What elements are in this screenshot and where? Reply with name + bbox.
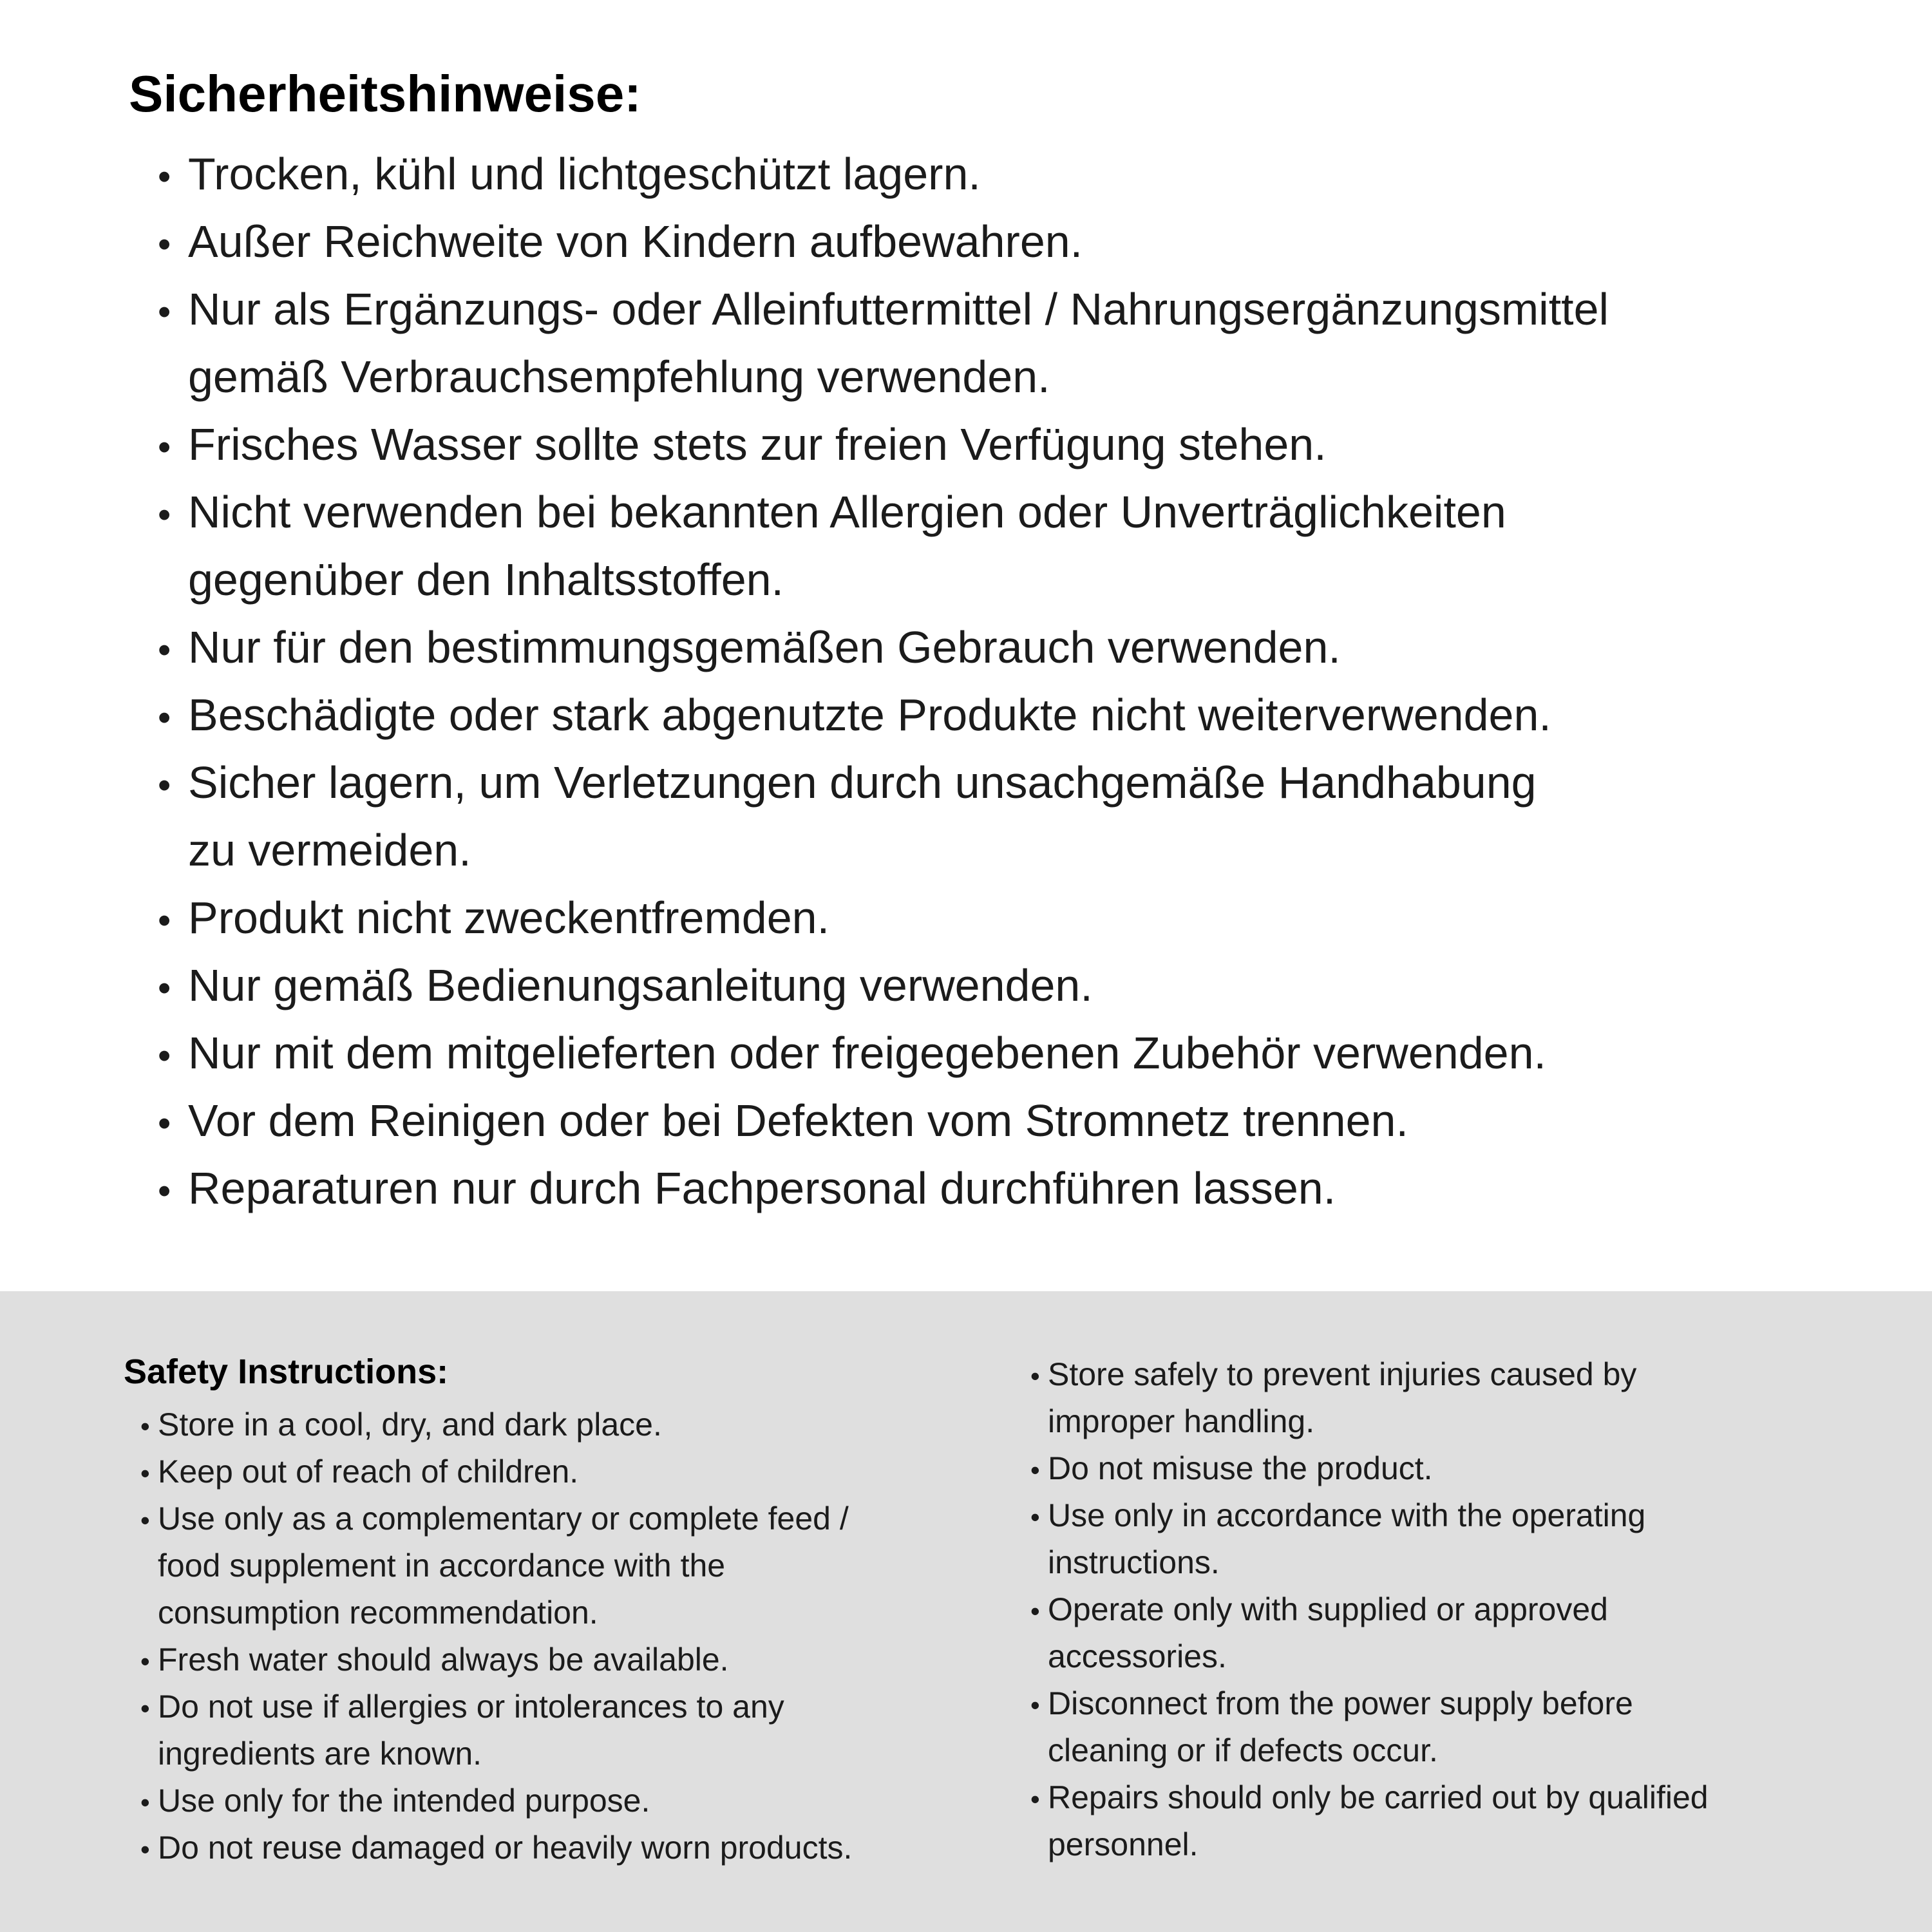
list-item-text: Operate only with supplied or approved xyxy=(1048,1591,1608,1627)
list-item-text: Trocken, kühl und lichtgeschützt lagern. xyxy=(188,149,981,199)
list-item-text: Use only as a complementary or complete feed / xyxy=(158,1501,849,1537)
list-item-text: Nur mit dem mitgelieferten oder freigegebenen Zubehör verwenden. xyxy=(188,1028,1546,1078)
list-item xyxy=(158,142,1609,209)
list-item xyxy=(1030,1493,1709,1540)
list-item xyxy=(1030,1352,1709,1399)
list-item-text: Nur gemäß Bedienungsanleitung verwenden. xyxy=(188,960,1093,1010)
list-item-continuation xyxy=(158,345,1609,412)
list-item-text: Do not misuse the product. xyxy=(1048,1450,1433,1486)
list-item-text: Keep out of reach of children. xyxy=(158,1454,579,1490)
list-item-text: Außer Reichweite von Kindern aufbewahren. xyxy=(188,216,1083,267)
english-safety-list-left-column xyxy=(140,1402,852,1872)
list-item xyxy=(158,1156,1609,1224)
list-item-text: Fresh water should always be available. xyxy=(158,1642,729,1678)
bullet-icon: • xyxy=(1030,1784,1040,1814)
list-item-text: Use only in accordance with the operating xyxy=(1048,1497,1646,1533)
list-item xyxy=(140,1637,852,1684)
list-item xyxy=(158,750,1609,818)
bullet-icon: • xyxy=(140,1693,150,1723)
list-item-text: Nur für den bestimmungsgemäßen Gebrauch verwenden. xyxy=(188,622,1341,672)
list-item xyxy=(158,615,1609,683)
list-item-continuation xyxy=(1030,1540,1709,1587)
bullet-icon: • xyxy=(158,900,171,942)
list-item-continuation xyxy=(158,818,1609,886)
bullet-icon: • xyxy=(158,967,171,1009)
list-item-text: Do not reuse damaged or heavily worn products. xyxy=(158,1830,853,1866)
list-item-continuation xyxy=(1030,1728,1709,1775)
list-item xyxy=(158,1021,1609,1088)
list-item xyxy=(158,953,1609,1021)
list-item-text: Repairs should only be carried out by qualified xyxy=(1048,1779,1709,1815)
english-section-title: Safety Instructions: xyxy=(124,1352,449,1391)
list-item-continuation xyxy=(1030,1399,1709,1446)
list-item-text: Nicht verwenden bei bekannten Allergien oder Unverträglichkeiten xyxy=(188,487,1506,537)
list-item-text: Nur als Ergänzungs- oder Alleinfuttermittel / Nahrungsergänzungsmittel xyxy=(188,284,1609,334)
list-item-text: Use only for the intended purpose. xyxy=(158,1783,650,1819)
list-item xyxy=(158,277,1609,345)
list-item-text: Disconnect from the power supply before xyxy=(1048,1685,1633,1721)
list-item xyxy=(158,683,1609,750)
bullet-icon: • xyxy=(158,764,171,806)
list-item-text: Store safely to prevent injuries caused by xyxy=(1048,1356,1637,1392)
list-item xyxy=(140,1825,852,1872)
list-item-text: Sicher lagern, um Verletzungen durch unsachgemäße Handhabung xyxy=(188,757,1537,808)
list-item xyxy=(140,1402,852,1449)
bullet-icon: • xyxy=(140,1646,150,1676)
list-item-text: instructions. xyxy=(1048,1544,1220,1580)
bullet-icon: • xyxy=(158,223,171,265)
list-item xyxy=(140,1449,852,1496)
german-section-title: Sicherheitshinweise: xyxy=(129,65,641,122)
list-item-text: Produkt nicht zweckentfremden. xyxy=(188,893,830,943)
list-item-text: gemäß Verbrauchsempfehlung verwenden. xyxy=(188,352,1050,402)
list-item xyxy=(1030,1775,1709,1822)
bullet-icon: • xyxy=(158,1103,171,1144)
list-item xyxy=(140,1778,852,1825)
english-safety-list-right-column xyxy=(1030,1352,1709,1869)
list-item-text: Vor dem Reinigen oder bei Defekten vom Stromnetz trennen. xyxy=(188,1095,1408,1146)
bullet-icon: • xyxy=(158,1170,171,1212)
list-item-text: Frisches Wasser sollte stets zur freien Verfügung stehen. xyxy=(188,419,1327,469)
bullet-icon: • xyxy=(140,1411,150,1441)
list-item xyxy=(158,412,1609,480)
bullet-icon: • xyxy=(140,1787,150,1817)
list-item-text: ingredients are known. xyxy=(158,1736,482,1772)
list-item xyxy=(140,1496,852,1543)
list-item xyxy=(1030,1587,1709,1634)
list-item-text: Beschädigte oder stark abgenutzte Produkte nicht weiterverwenden. xyxy=(188,690,1551,740)
list-item xyxy=(158,480,1609,547)
german-safety-list xyxy=(158,142,1609,1224)
list-item xyxy=(1030,1681,1709,1728)
list-item-text: cleaning or if defects occur. xyxy=(1048,1732,1438,1768)
bullet-icon: • xyxy=(1030,1361,1040,1391)
bullet-icon: • xyxy=(158,494,171,536)
list-item xyxy=(1030,1446,1709,1493)
list-item-continuation xyxy=(140,1590,852,1637)
list-item-text: consumption recommendation. xyxy=(158,1595,598,1631)
bullet-icon: • xyxy=(140,1458,150,1488)
bullet-icon: • xyxy=(140,1834,150,1864)
list-item-text: improper handling. xyxy=(1048,1403,1315,1439)
list-item-text: Do not use if allergies or intolerances to any xyxy=(158,1689,784,1725)
list-item-text: zu vermeiden. xyxy=(188,825,471,875)
bullet-icon: • xyxy=(158,426,171,468)
bullet-icon: • xyxy=(158,291,171,333)
bullet-icon: • xyxy=(140,1505,150,1535)
list-item-continuation xyxy=(140,1543,852,1590)
list-item xyxy=(158,209,1609,277)
english-section xyxy=(0,1291,1932,1932)
list-item xyxy=(140,1684,852,1731)
list-item-text: food supplement in accordance with the xyxy=(158,1548,726,1584)
bullet-icon: • xyxy=(1030,1502,1040,1532)
bullet-icon: • xyxy=(158,156,171,198)
list-item-continuation xyxy=(1030,1634,1709,1681)
list-item-continuation xyxy=(158,547,1609,615)
list-item-text: accessories. xyxy=(1048,1638,1227,1674)
list-item xyxy=(158,886,1609,953)
list-item-text: personnel. xyxy=(1048,1826,1198,1862)
list-item-text: Store in a cool, dry, and dark place. xyxy=(158,1406,662,1443)
bullet-icon: • xyxy=(158,1035,171,1077)
list-item-text: Reparaturen nur durch Fachpersonal durchführen lassen. xyxy=(188,1163,1336,1213)
list-item xyxy=(158,1088,1609,1156)
list-item-continuation xyxy=(140,1731,852,1778)
bullet-icon: • xyxy=(158,697,171,739)
bullet-icon: • xyxy=(1030,1455,1040,1485)
bullet-icon: • xyxy=(1030,1690,1040,1720)
list-item-text: gegenüber den Inhaltsstoffen. xyxy=(188,554,784,605)
bullet-icon: • xyxy=(158,629,171,671)
list-item-continuation xyxy=(1030,1822,1709,1869)
bullet-icon: • xyxy=(1030,1596,1040,1626)
